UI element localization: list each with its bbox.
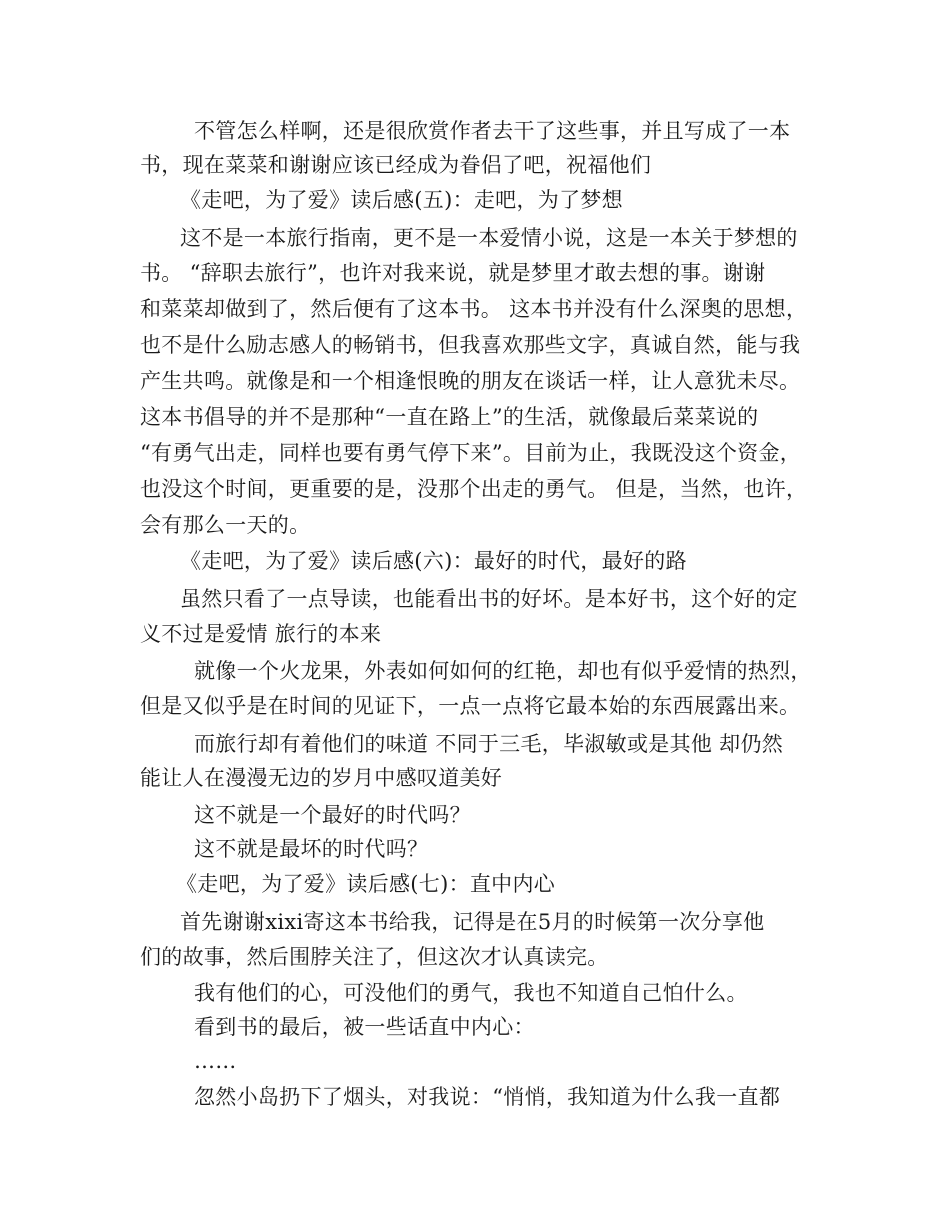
- text-line: 不管怎么样啊，还是很欣赏作者去干了这些事，并且写成了一本: [194, 119, 791, 143]
- text-line: 虽然只看了一点导读，也能看出书的好坏。是本好书，这个好的定: [180, 587, 798, 611]
- text-line: 这不就是最坏的时代吗？: [194, 837, 429, 861]
- text-line: 就像一个火龙果，外表如何如何的红艳，却也有似乎爱情的热烈，: [194, 659, 812, 683]
- text-line: 我有他们的心，可没他们的勇气，我也不知道自己怕什么。: [194, 981, 748, 1005]
- text-line: “有勇气出走，同样也要有勇气停下来”。目前为止，我既没这个资金，: [140, 441, 802, 465]
- text-line: ……: [194, 1049, 237, 1073]
- text-line: 而旅行却有着他们的味道 不同于三毛，毕淑敏或是其他 却仍然: [194, 732, 784, 756]
- text-line: 能让人在漫漫无边的岁月中感叹道美好: [140, 766, 503, 790]
- text-line: 和菜菜却做到了，然后便有了这本书。 这本书并没有什么深奥的思想，: [140, 297, 808, 321]
- text-line: 会有那么一天的。: [140, 513, 311, 537]
- text-line: 们的故事，然后围脖关注了，但这次才认真读完。: [140, 945, 609, 969]
- text-line: 书。 “辞职去旅行”，也许对我来说，就是梦里才敢去想的事。谢谢: [140, 261, 766, 285]
- text-line: 这不就是一个最好的时代吗？: [194, 803, 471, 827]
- text-line: 书，现在菜菜和谢谢应该已经成为眷侣了吧，祝福他们: [140, 153, 652, 177]
- section-heading: 《走吧，为了爱》读后感(七)：直中内心: [176, 872, 556, 896]
- section-heading: 《走吧，为了爱》读后感(五)：走吧，为了梦想: [180, 188, 623, 212]
- text-line: 这本书倡导的并不是那种“一直在路上”的生活，就像最后菜菜说的: [140, 405, 759, 429]
- text-line: 这不是一本旅行指南，更不是一本爱情小说，这是一本关于梦想的: [180, 226, 798, 250]
- text-line: 但是又似乎是在时间的见证下，一点一点将它最本始的东西展露出来。: [140, 694, 801, 718]
- text-line: 看到书的最后，被一些话直中内心：: [194, 1015, 535, 1039]
- text-line: 首先谢谢xixi寄这本书给我，记得是在5月的时候第一次分享他: [180, 910, 765, 934]
- text-line: 也不是什么励志感人的畅销书，但我喜欢那些文字，真诚自然，能与我: [140, 333, 801, 357]
- text-line: 忽然小岛扔下了烟头，对我说：“悄悄，我知道为什么我一直都: [194, 1085, 781, 1109]
- text-line: 产生共鸣。就像是和一个相逢恨晚的朋友在谈话一样，让人意犹未尽。: [140, 369, 801, 393]
- section-heading: 《走吧，为了爱》读后感(六)：最好的时代，最好的路: [180, 549, 687, 573]
- text-line: 义不过是爱情 旅行的本来: [140, 622, 382, 646]
- text-line: 也没这个时间，更重要的是，没那个出走的勇气。 但是，当然，也许，: [140, 477, 808, 501]
